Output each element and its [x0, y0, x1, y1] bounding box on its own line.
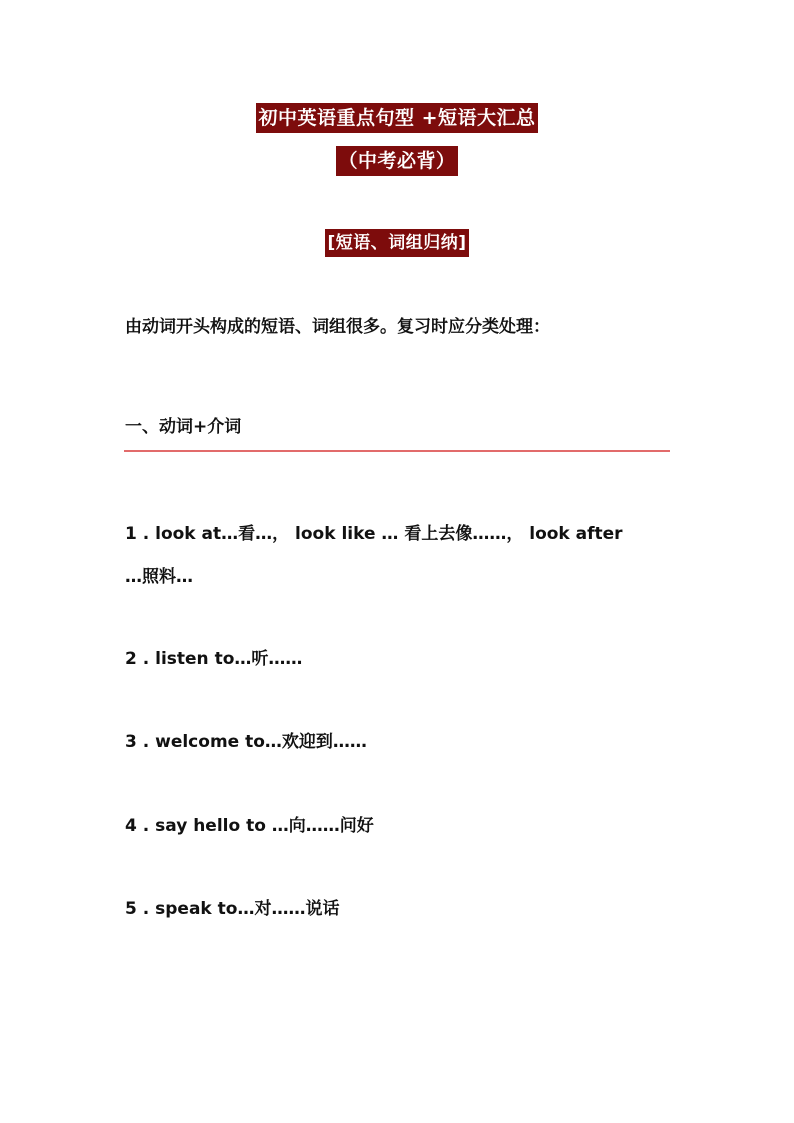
section-heading: 一、动词+介词 — [125, 417, 242, 437]
list-item: 3 . welcome to…欢迎到…… — [125, 732, 367, 752]
section-title: [短语、词组归纳] — [325, 229, 468, 257]
main-title: 初中英语重点句型 +短语大汇总 — [256, 103, 537, 133]
list-item: 5 . speak to…对……说话 — [125, 899, 340, 919]
intro-paragraph: 由动词开头构成的短语、词组很多。复习时应分类处理： — [125, 317, 550, 337]
list-item: 2 . listen to…听…… — [125, 649, 303, 669]
title-line-1 — [0, 103, 794, 133]
title-line-2 — [0, 146, 794, 176]
list-item: 4 . say hello to …向……问好 — [125, 816, 374, 836]
list-item: 1 . look at…看…， look like … 看上去像……， look after …照料… — [125, 524, 623, 587]
subtitle: （中考必背） — [336, 146, 457, 176]
section-title-block — [0, 229, 794, 257]
heading-divider — [124, 450, 670, 452]
